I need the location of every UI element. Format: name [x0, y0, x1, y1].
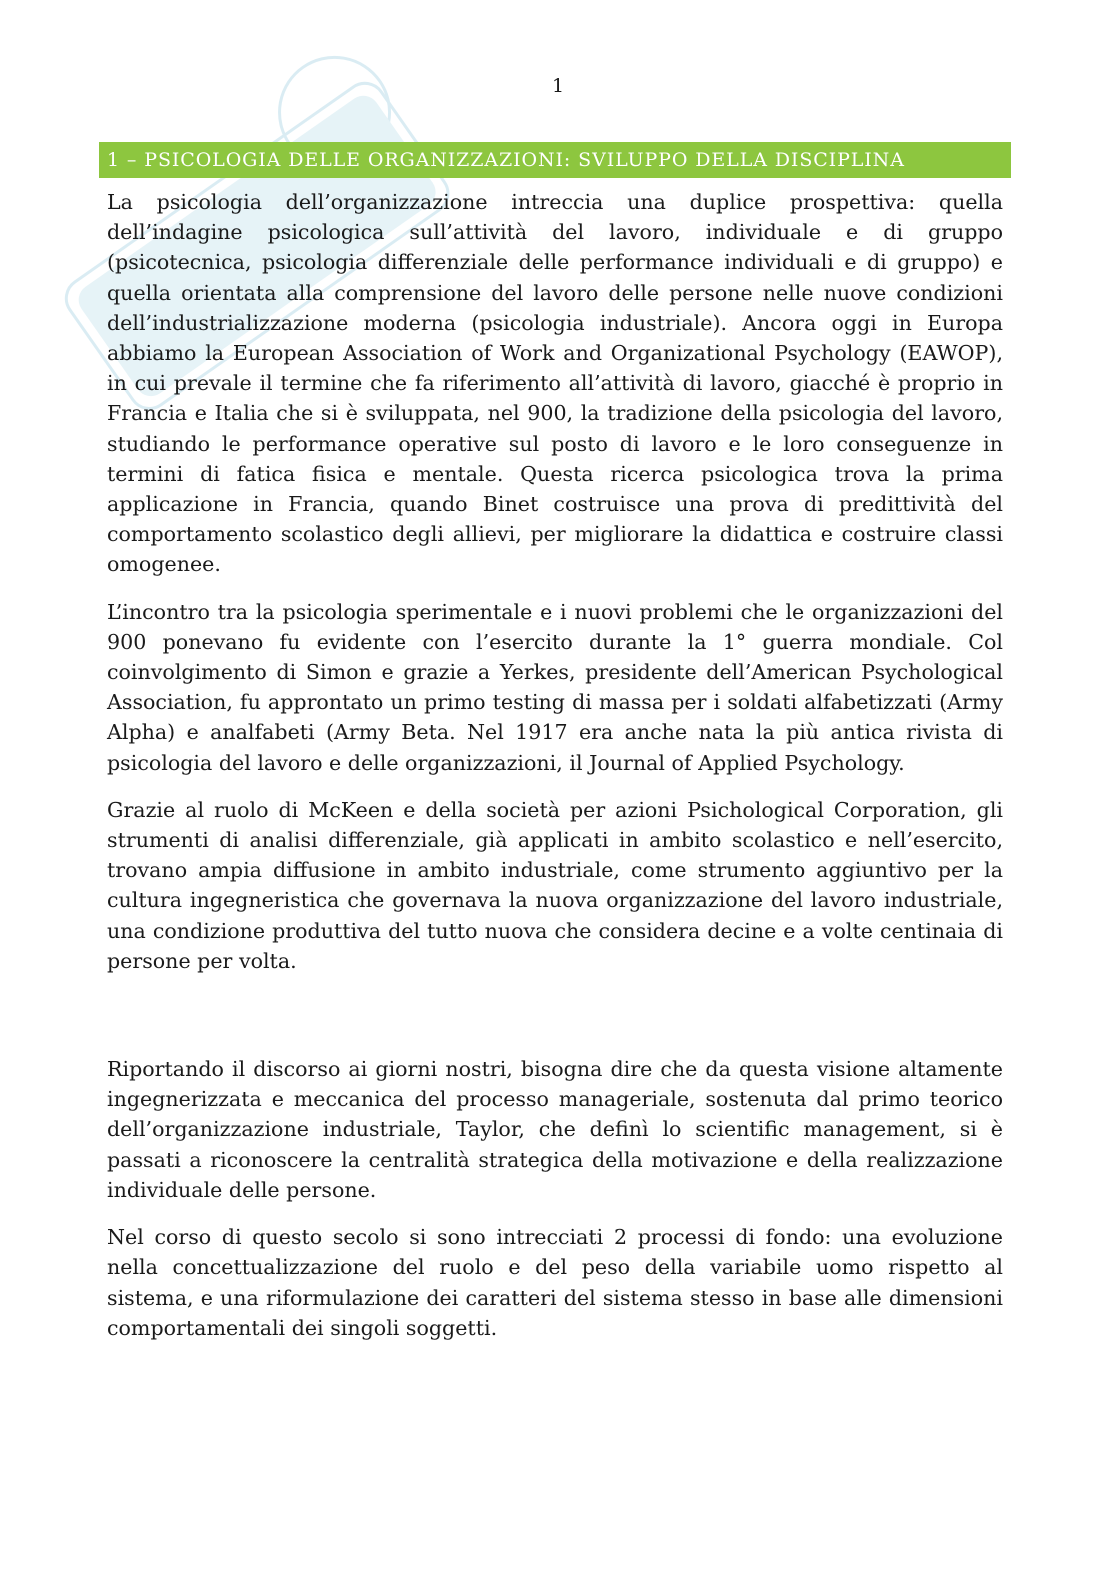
paragraph-3: Grazie al ruolo di McKeen e della società per azioni Psichological Corporation, gli strumenti di analisi differenziale, già applicati in ambito scolastico e nell’esercito, trovano ampia diffusione in ambito industriale, come strumento aggiuntivo per la cultura ingegneristica che governava la nuova organizzazione del lavoro industriale, una condizione produttiva del tutto nuova che considera decine e a volte centinaia di persone per volta.: [107, 797, 1003, 973]
page-number: 1: [551, 75, 565, 97]
chapter-heading: 1 – PSICOLOGIA DELLE ORGANIZZAZIONI: SVILUPPO DELLA DISCIPLINA: [99, 142, 1011, 178]
paragraph-5: Nel corso di questo secolo si sono intrecciati 2 processi di fondo: una evoluzione nella concettualizzazione del ruolo e del peso della variabile uomo rispetto al sistema, e una riformulazione dei caratteri del sistema stesso in base alle dimensioni comportamentali dei singoli soggetti.: [107, 1225, 1003, 1340]
paragraph-4: Riportando il discorso ai giorni nostri, bisogna dire che da questa visione altamente ingegnerizzata e meccanica del processo manageriale, sostenuta dal primo teorico dell’organizzazione industriale, Taylor, che definì lo scientific management, si è passati a riconoscere la centralità strategica della motivazione e della realizzazione individuale delle persone.: [107, 1057, 1003, 1202]
paragraph-1: La psicologia dell’organizzazione intreccia una duplice prospettiva: quella dell’indagine psicologica sull’attività del lavoro, individuale e di gruppo (psicotecnica, psicologia differenziale delle performance individuali e di gruppo) e quella orientata alla comprensione del lavoro delle persone nelle nuove condizioni dell’industrializzazione moderna (psicologia industriale). Ancora oggi in Europa abbiamo la European Association of Work and Organizational Psychology (EAWOP), in cui prevale il termine che fa riferimento all’attività di lavoro, giacché è proprio in Francia e Italia che si è sviluppata, nel 900, la tradizione della psicologia del lavoro, studiando le performance operative sul posto di lavoro e le loro conseguenze in termini di fatica fisica e mentale. Questa ricerca psicologica trova la prima applicazione in Francia, quando Binet costruisce una prova di predittività del comportamento scolastico degli allievi, per migliorare la didattica e costruire classi omogenee.: [107, 190, 1003, 577]
paragraph-2: L’incontro tra la psicologia sperimentale e i nuovi problemi che le organizzazioni del 900 ponevano fu evidente con l’esercito durante la 1° guerra mondiale. Col coinvolgimento di Simon e grazie a Yerkes, presidente dell’American Psychological Association, fu approntato un primo testing di massa per i soldati alfabetizzati (Army Alpha) e analfabeti (Army Beta. Nel 1917 era anche nata la più antica rivista di psicologia del lavoro e delle organizzazioni, il Journal of Applied Psychology.: [107, 599, 1003, 775]
body-text: [107, 187, 1003, 1343]
